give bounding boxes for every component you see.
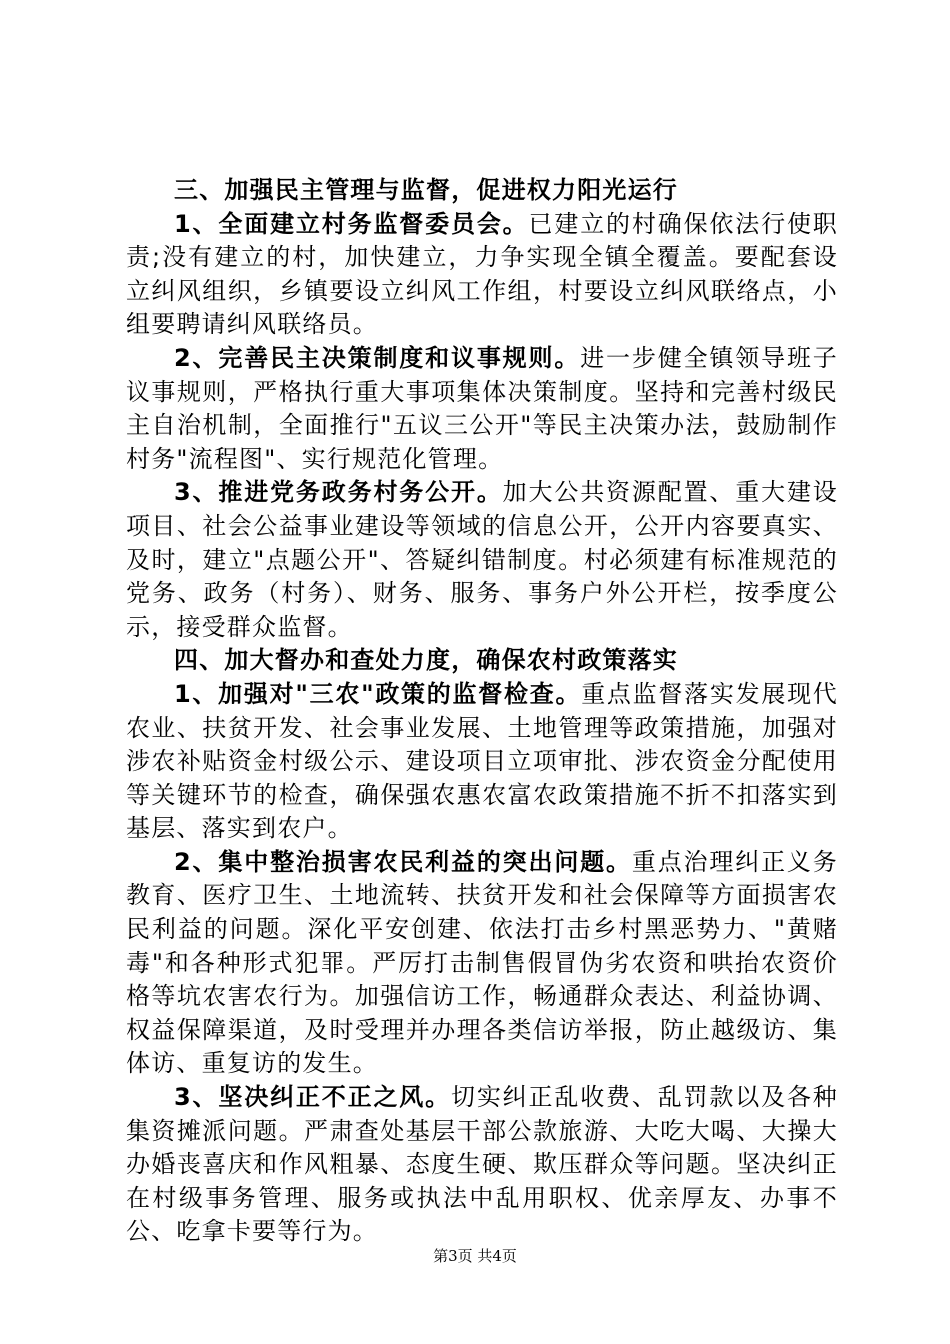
paragraph-text: 已建立的村确保依法行使职责;没有建立的村，加快建立，力争实现全镇全覆盖。要配套设立纠风组织，乡镇要设立纠风工作组，村要设立纠风联络点，小组要聘请纠风联络员。 bbox=[126, 209, 838, 339]
paragraph-lead: 1、加强对"三农"政策的监督检查。 bbox=[174, 679, 582, 708]
paragraph bbox=[126, 476, 838, 644]
paragraph-text: 加大公共资源配置、重大建设项目、社会公益事业建设等领域的信息公开，公开内容要真实、及时，建立"点题公开"、答疑纠错制度。村必须建有标准规范的党务、政务（村务）、财务、服务、事务户外公开栏，按季度公示，接受群众监督。 bbox=[126, 478, 838, 641]
paragraph-lead: 1、全面建立村务监督委员会。 bbox=[174, 209, 529, 238]
paragraph bbox=[126, 678, 838, 846]
paragraph bbox=[126, 342, 838, 476]
document-body bbox=[126, 174, 838, 1249]
paragraph bbox=[126, 1081, 838, 1249]
paragraph-text: 重点监督落实发展现代农业、扶贫开发、社会事业发展、土地管理等政策措施，加强对涉农补贴资金村级公示、建设项目立项审批、涉农资金分配使用等关键环节的检查，确保强农惠农富农政策措施不折不扣落实到基层、落实到农户。 bbox=[126, 679, 839, 843]
paragraph-text: 切实纠正乱收费、乱罚款以及各种集资摊派问题。严肃查处基层干部公款旅游、大吃大喝、大操大办婚丧喜庆和作风粗暴、态度生硬、欺压群众等问题。坚决纠正在村级事务管理、服务或执法中乱用职权、优亲厚友、办事不公、吃拿卡要等行为。 bbox=[126, 1083, 838, 1246]
section-heading: 四、加大督办和查处力度，确保农村政策落实 bbox=[174, 646, 678, 675]
section-heading: 三、加强民主管理与监督，促进权力阳光运行 bbox=[174, 176, 678, 204]
paragraph-lead: 3、推进党务政务村务公开。 bbox=[174, 478, 503, 507]
paragraph bbox=[126, 846, 838, 1081]
paragraph-lead: 2、完善民主决策制度和议事规则。 bbox=[174, 343, 581, 372]
paragraph-lead: 2、集中整治损害农民利益的突出问题。 bbox=[174, 847, 632, 876]
page-number-footer: 第3页 共4页 bbox=[433, 1247, 517, 1265]
paragraph-text: 进一步健全镇领导班子议事规则，严格执行重大事项集体决策制度。坚持和完善村级民主自治机制，全面推行"五议三公开"等民主决策办法，鼓励制作村务"流程图"、实行规范化管理。 bbox=[126, 343, 838, 473]
paragraph-lead: 3、坚决纠正不正之风。 bbox=[174, 1083, 451, 1112]
paragraph-text: 重点治理纠正义务教育、医疗卫生、土地流转、扶贫开发和社会保障等方面损害农民利益的问题。深化平安创建、依法打击乡村黑恶势力、"黄赌毒"和各种形式犯罪。严厉打击制售假冒伪劣农资和哄抬农资价格等坑农害农行为。加强信访工作，畅通群众表达、利益协调、权益保障渠道，及时受理并办理各类信访举报，防止越级访、集体访、重复访的发生。 bbox=[126, 847, 838, 1078]
paragraph bbox=[126, 208, 838, 342]
